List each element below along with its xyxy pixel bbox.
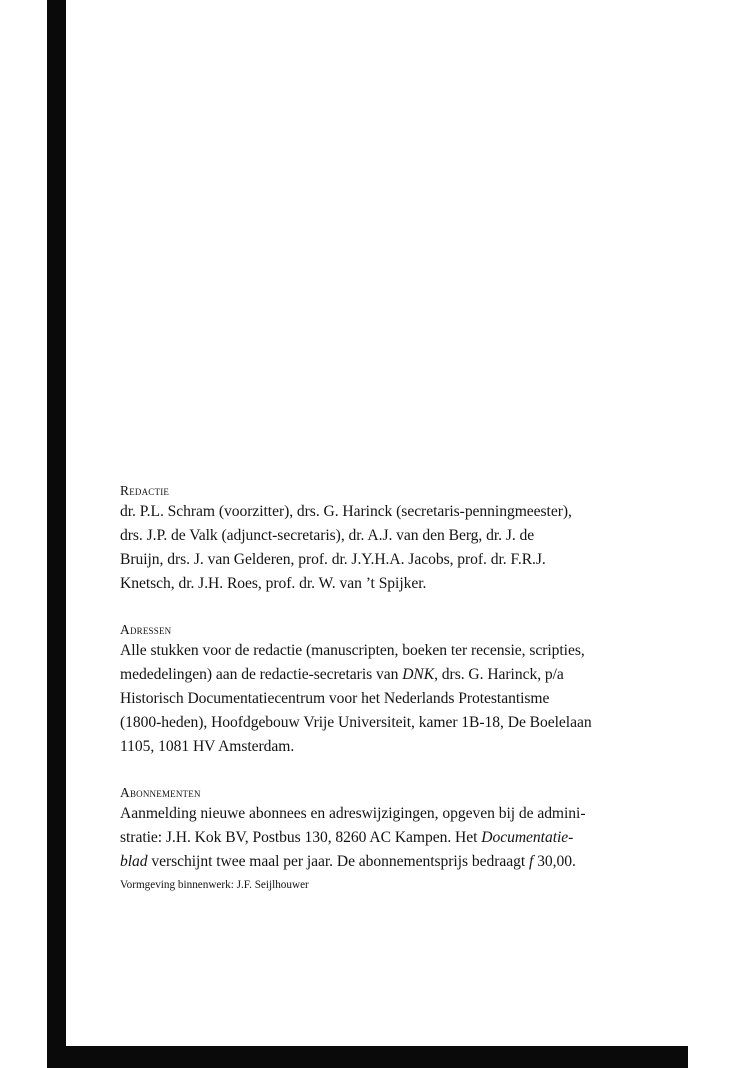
section-adressen <box>120 620 640 759</box>
adressen-heading: Adressen <box>120 622 172 637</box>
adressen-line: (1800-heden), Hoofdgebouw Vrije Universiteit, kamer 1B-18, De Boelelaan <box>120 714 592 731</box>
adressen-line: Alle stukken voor de redactie (manuscripten, boeken ter recensie, scripties, <box>120 642 585 659</box>
scan-border-bottom <box>47 1046 688 1068</box>
adressen-line: mededelingen) aan de redactie-secretaris van DNK, drs. G. Harinck, p/a <box>120 666 564 683</box>
redactie-line: drs. J.P. de Valk (adjunct-secretaris), dr. A.J. van den Berg, dr. J. de <box>120 527 535 544</box>
currency-symbol: f <box>528 853 534 870</box>
section-abonnementen <box>120 783 640 874</box>
adressen-line: Historisch Documentatiecentrum voor het Nederlands Protestantisme <box>120 690 550 707</box>
journal-title: Documentatie- <box>481 829 574 846</box>
journal-abbreviation: DNK <box>402 666 435 683</box>
colophon <box>120 481 640 898</box>
scan-border-left <box>47 0 66 1068</box>
adressen-line: 1105, 1081 HV Amsterdam. <box>120 738 295 755</box>
redactie-heading: Redactie <box>120 483 170 498</box>
redactie-line: dr. P.L. Schram (voorzitter), drs. G. Harinck (secretaris-penningmeester), <box>120 503 572 520</box>
redactie-line: Bruijn, drs. J. van Gelderen, prof. dr. J.Y.H.A. Jacobs, prof. dr. F.R.J. <box>120 551 546 568</box>
abonnementen-line: Aanmelding nieuwe abonnees en adreswijzigingen, opgeven bij de admini- <box>120 805 586 822</box>
abonnementen-text <box>120 802 640 874</box>
adressen-text <box>120 639 640 759</box>
redactie-text <box>120 500 640 596</box>
abonnementen-line: blad verschijnt twee maal per jaar. De abonnementsprijs bedraagt f 30,00. <box>120 853 576 870</box>
abonnementen-heading: Abonnementen <box>120 785 201 800</box>
abonnementen-line: stratie: J.H. Kok BV, Postbus 130, 8260 AC Kampen. Het Documentatie- <box>120 829 574 846</box>
journal-title-continued: blad <box>120 853 148 870</box>
section-redactie <box>120 481 640 596</box>
redactie-line: Knetsch, dr. J.H. Roes, prof. dr. W. van ’t Spijker. <box>120 575 427 592</box>
design-credit: Vormgeving binnenwerk: J.F. Seijlhouwer <box>120 879 309 891</box>
